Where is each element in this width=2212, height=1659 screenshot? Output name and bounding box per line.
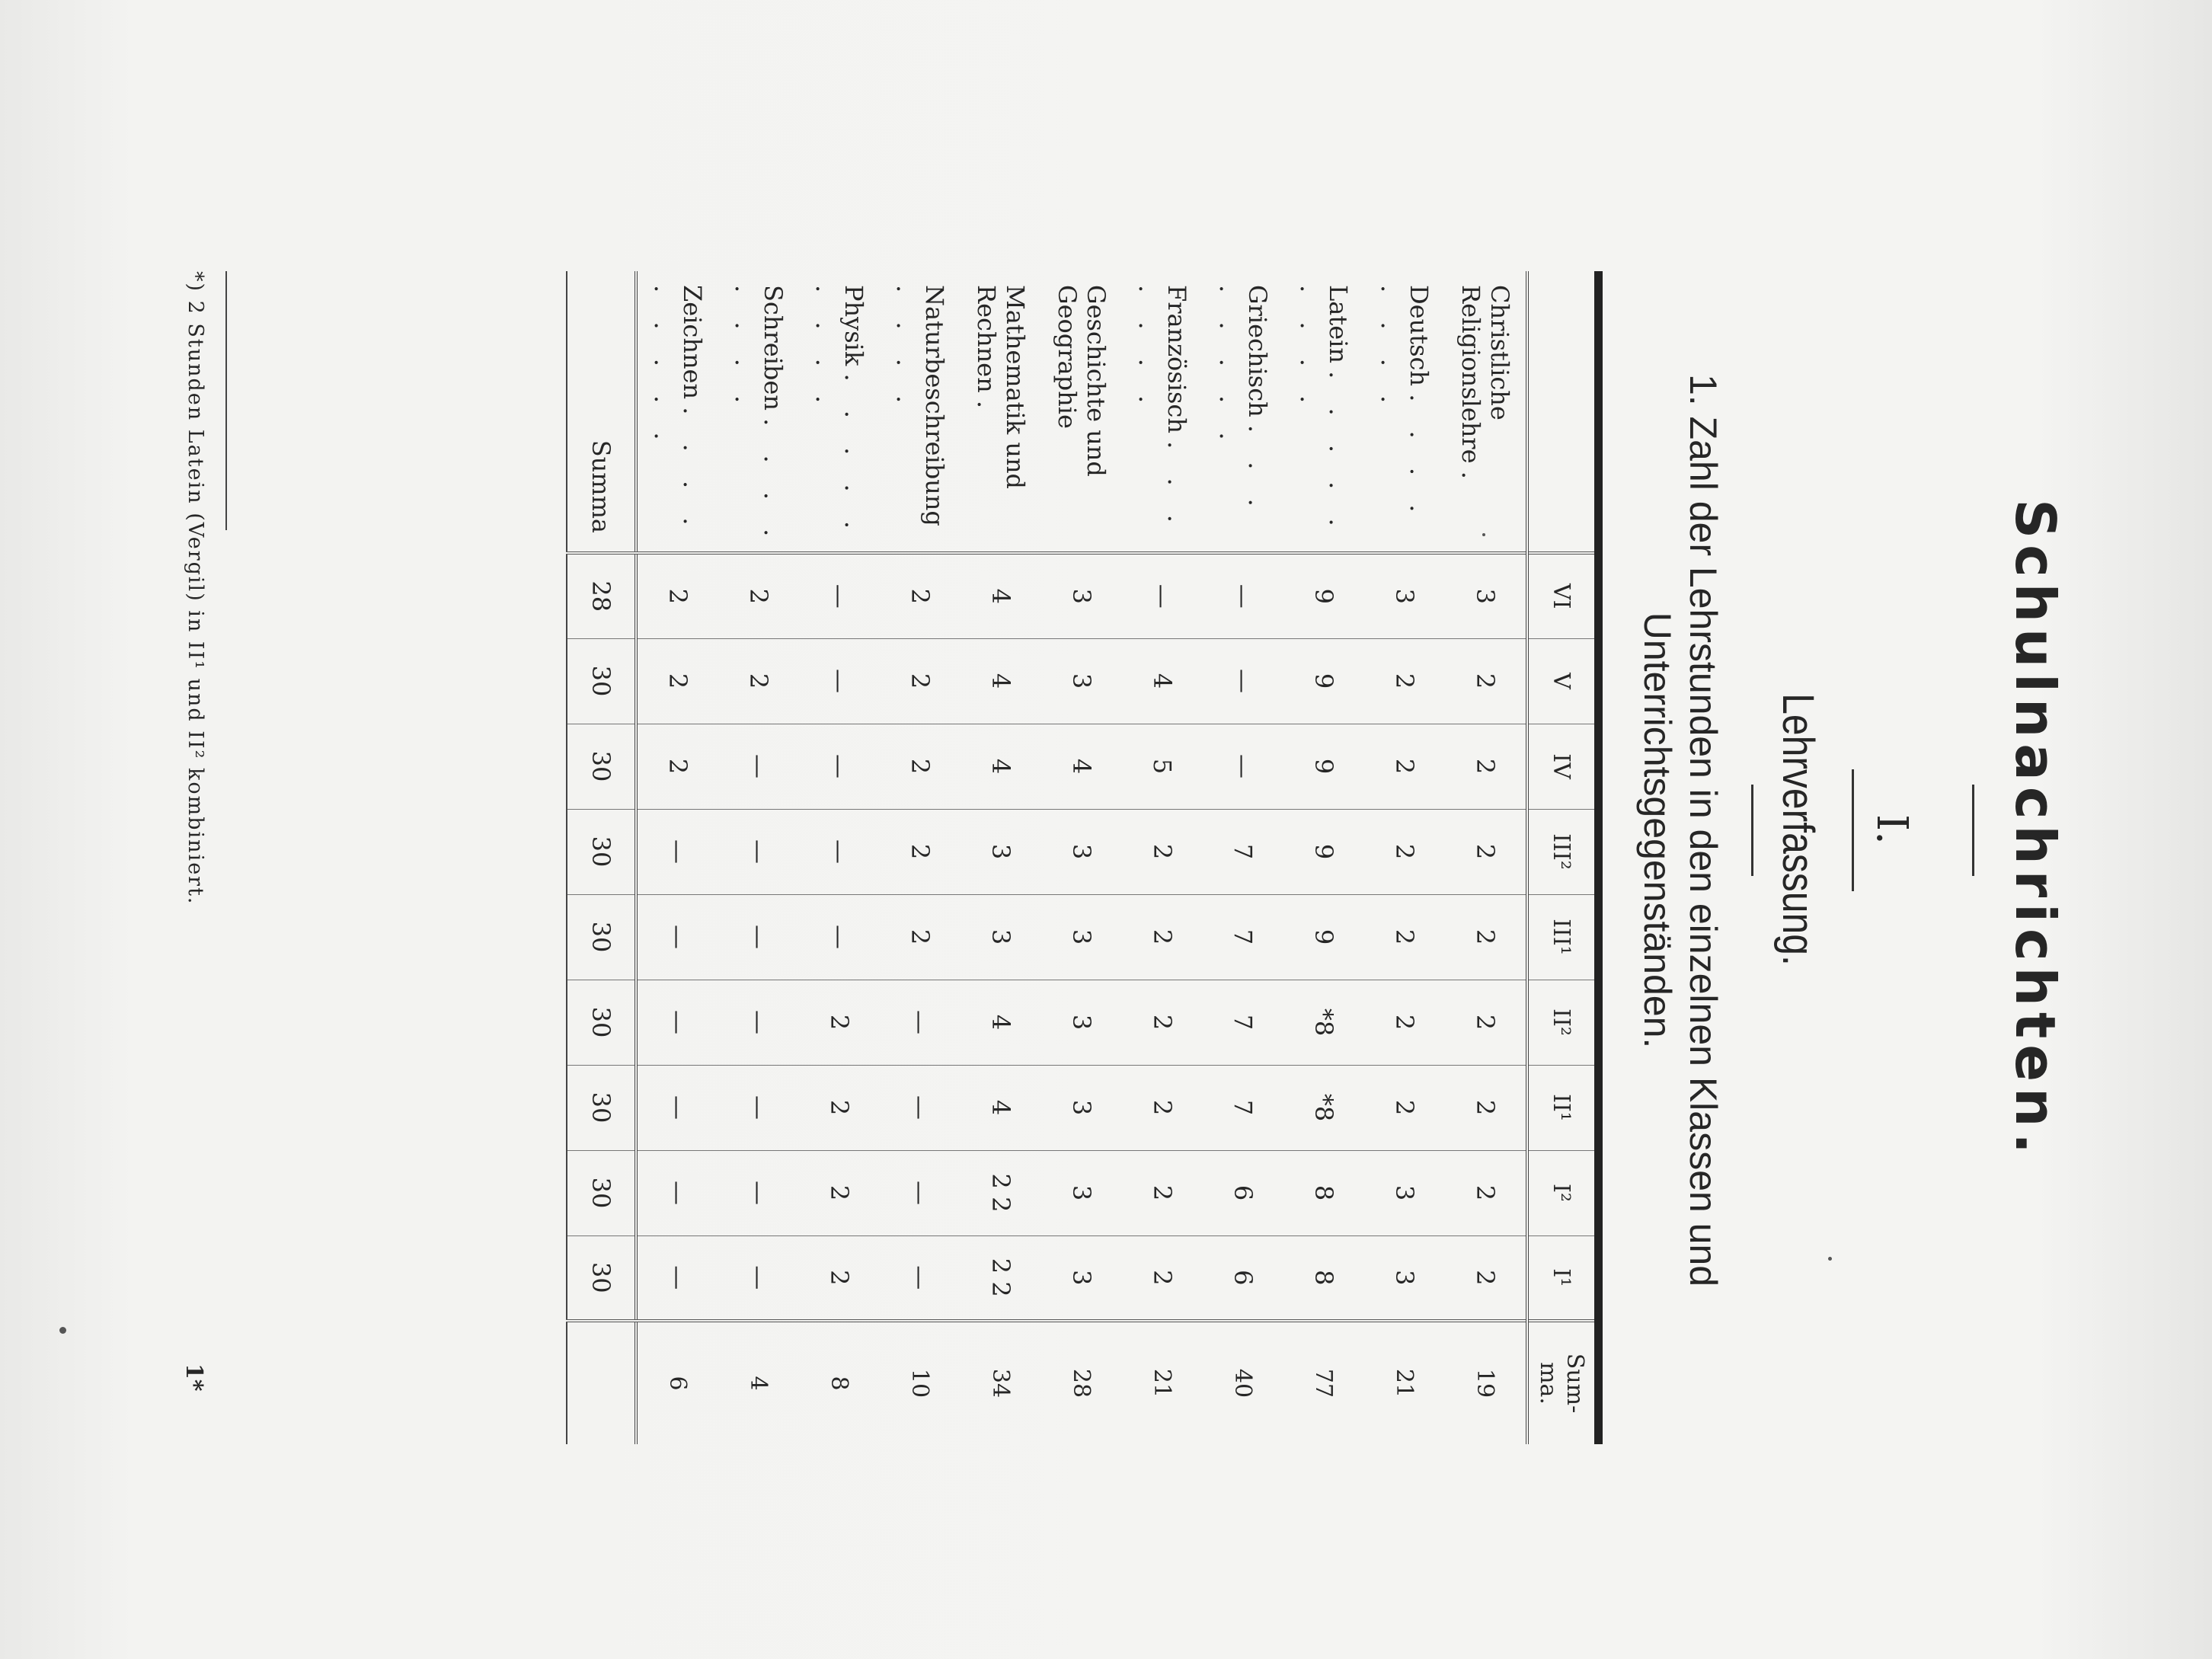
hours-cell: 9 — [1283, 638, 1364, 724]
hours-cell: 7 — [1203, 1065, 1283, 1150]
hours-cell: 2 2 — [961, 1150, 1041, 1235]
hours-cell: — — [880, 980, 961, 1065]
hours-cell: *8 — [1283, 980, 1364, 1065]
hours-cell: — — [799, 724, 880, 809]
footnote-rule — [225, 271, 227, 530]
hours-cell: 2 — [1445, 980, 1527, 1065]
hours-cell: 2 — [1445, 638, 1527, 724]
total-cell: 30 — [567, 1235, 636, 1321]
hours-cell: 3 — [961, 809, 1041, 894]
hours-cell: 8 — [1283, 1235, 1364, 1321]
hours-cell: 2 — [1122, 1150, 1203, 1235]
table-row — [1122, 271, 1203, 1444]
hours-cell: 2 — [880, 724, 961, 809]
hours-cell: 2 — [799, 1150, 880, 1235]
hours-cell: — — [880, 1065, 961, 1150]
hours-cell: 3 — [1041, 809, 1122, 894]
hours-cell: 2 — [1364, 638, 1445, 724]
subject-cell — [799, 271, 880, 553]
hours-cell: 4 — [1041, 724, 1122, 809]
hours-cell: 2 — [880, 553, 961, 638]
total-cell: 30 — [567, 1150, 636, 1235]
hours-cell: 6 — [1203, 1235, 1283, 1321]
hours-cell: 9 — [1283, 553, 1364, 638]
hours-cell: — — [799, 894, 880, 980]
total-cell: 30 — [567, 1065, 636, 1150]
hours-cell: — — [718, 809, 799, 894]
total-cell: 30 — [567, 980, 636, 1065]
dot-leader: . . . . . . . . — [730, 285, 788, 548]
row-sum-cell: 6 — [636, 1321, 718, 1444]
subject-cell — [1122, 271, 1203, 553]
hours-cell: — — [636, 980, 718, 1065]
hours-cell: 6 — [1203, 1150, 1283, 1235]
hours-cell: 2 — [1364, 724, 1445, 809]
hours-cell: 3 — [1364, 553, 1445, 638]
table-row — [636, 271, 718, 1444]
chapter-rule — [1852, 769, 1854, 891]
subject-cell — [1364, 271, 1445, 553]
hours-cell: 2 — [1364, 1065, 1445, 1150]
hours-cell: — — [880, 1235, 961, 1321]
hours-cell: 2 — [1364, 894, 1445, 980]
subject-cell — [1445, 271, 1527, 553]
header-class: V — [1527, 638, 1599, 724]
table-row — [718, 271, 799, 1444]
hours-cell: 2 — [1122, 980, 1203, 1065]
hours-cell: — — [1203, 724, 1283, 809]
hours-cell: 3 — [1364, 1150, 1445, 1235]
hours-cell: 2 — [1445, 1065, 1527, 1150]
header-class: II¹ — [1527, 1065, 1599, 1150]
subject-cell — [718, 271, 799, 553]
subject-cell — [1041, 271, 1122, 553]
dot-leader: . . . . . . . — [1133, 285, 1191, 533]
subject-cell — [880, 271, 961, 553]
lesson-hours-table — [566, 271, 1603, 1444]
dot-leader: . — [1456, 471, 1485, 490]
hours-cell: 3 — [1364, 1235, 1445, 1321]
hours-cell: 5 — [1122, 724, 1203, 809]
row-sum-cell: 10 — [880, 1321, 961, 1444]
hours-cell: 3 — [1041, 1235, 1122, 1321]
header-class: IV — [1527, 724, 1599, 809]
hours-cell: — — [636, 809, 718, 894]
hours-cell: — — [880, 1150, 961, 1235]
page-folio: 1* — [181, 1363, 207, 1392]
dot-leader: . . . . . . . . . — [810, 285, 868, 539]
chapter-number: I. — [1867, 814, 1916, 845]
total-label: Summa — [567, 271, 636, 553]
hours-cell: — — [799, 553, 880, 638]
subject-cell — [636, 271, 718, 553]
hours-cell: — — [718, 1065, 799, 1150]
total-cell: 30 — [567, 638, 636, 724]
row-sum-cell: 21 — [1364, 1321, 1445, 1444]
hours-cell: 4 — [961, 638, 1041, 724]
row-sum-cell: 4 — [718, 1321, 799, 1444]
hours-cell: 2 — [799, 1235, 880, 1321]
hours-cell: — — [718, 1150, 799, 1235]
hours-cell: 9 — [1283, 724, 1364, 809]
hours-cell: 4 — [961, 724, 1041, 809]
row-sum-cell: 19 — [1445, 1321, 1527, 1444]
hours-cell: 4 — [961, 980, 1041, 1065]
dot-leader: . . . . . . . . — [1376, 285, 1434, 523]
table-row — [1203, 271, 1283, 1444]
hours-cell: — — [636, 1235, 718, 1321]
hours-cell: 2 2 — [961, 1235, 1041, 1321]
hours-cell: — — [636, 894, 718, 980]
subject-name: Zeichnen — [678, 285, 707, 400]
hours-cell: — — [799, 638, 880, 724]
hours-cell: — — [1203, 553, 1283, 638]
hours-cell: — — [636, 1065, 718, 1150]
hours-cell: 7 — [1203, 980, 1283, 1065]
hours-cell: 2 — [718, 638, 799, 724]
hours-cell: 2 — [636, 724, 718, 809]
hours-cell: 2 — [1122, 809, 1203, 894]
table-row — [1041, 271, 1122, 1444]
hours-cell: 2 — [1445, 1150, 1527, 1235]
subject-cell — [1203, 271, 1283, 553]
header-class: VI — [1527, 553, 1599, 638]
section-rule — [1751, 785, 1753, 876]
subject-name: Griechisch — [1243, 285, 1272, 417]
subject-cell — [961, 271, 1041, 553]
hours-cell: — — [718, 724, 799, 809]
hours-cell: 3 — [1445, 553, 1527, 638]
page-title: Schulnachrichten. — [2003, 499, 2067, 1160]
row-sum-cell: 40 — [1203, 1321, 1283, 1444]
subject-name: Mathematik und Rechnen — [972, 285, 1030, 490]
hours-cell: 2 — [1122, 1065, 1203, 1150]
subject-name: Französisch — [1162, 285, 1191, 433]
total-cell: 30 — [567, 894, 636, 980]
hours-cell: — — [799, 809, 880, 894]
hours-cell: 3 — [1041, 638, 1122, 724]
hours-cell: 2 — [1364, 809, 1445, 894]
subject-name: Schreiben — [759, 285, 788, 411]
row-sum-cell: 34 — [961, 1321, 1041, 1444]
table-caption-line2: Unterrichtsgegenständen. — [1636, 612, 1679, 1049]
hours-cell: — — [636, 1150, 718, 1235]
hours-cell: 4 — [961, 553, 1041, 638]
title-rule — [1972, 785, 1974, 876]
table-row — [1445, 271, 1527, 1444]
hours-cell: 2 — [1364, 980, 1445, 1065]
total-cell: 30 — [567, 724, 636, 809]
hours-cell: 3 — [1041, 894, 1122, 980]
hours-cell: 4 — [1122, 638, 1203, 724]
table-caption-line1: 1. Zahl der Lehrstunden in den einzelnen Klassen und — [1682, 373, 1725, 1287]
hours-cell: — — [718, 1235, 799, 1321]
hours-cell: 3 — [1041, 1150, 1122, 1235]
header-subject — [1527, 271, 1599, 553]
footnote: *) 2 Stunden Latein (Vergil) in II¹ und II² kombiniert. — [184, 271, 207, 906]
row-sum-cell: 77 — [1283, 1321, 1364, 1444]
dot-leader: . — [972, 400, 1001, 420]
table-row — [799, 271, 880, 1444]
hours-cell: 9 — [1283, 809, 1364, 894]
subject-name: Geschichte und Geographie — [1053, 285, 1111, 477]
hours-cell: 2 — [1445, 809, 1527, 894]
hours-cell: 2 — [1122, 1235, 1203, 1321]
hours-cell: — — [1203, 638, 1283, 724]
hours-cell: 2 — [880, 894, 961, 980]
hours-cell: — — [718, 894, 799, 980]
hours-cell: 8 — [1283, 1150, 1364, 1235]
hours-cell: 3 — [1041, 1065, 1122, 1150]
hours-cell: 2 — [718, 553, 799, 638]
dot-leader: . . . . . . . . . — [1295, 285, 1353, 537]
hours-cell: 2 — [1445, 894, 1527, 980]
hours-cell: 9 — [1283, 894, 1364, 980]
hours-cell: 2 — [799, 980, 880, 1065]
subject-name: Naturbeschreibung — [920, 285, 949, 526]
hours-cell: 3 — [961, 894, 1041, 980]
table-header-row — [1527, 271, 1599, 1444]
row-sum-cell: 21 — [1122, 1321, 1203, 1444]
subject-name: Physik — [839, 285, 868, 366]
header-class: III¹ — [1527, 894, 1599, 980]
header-sum: Sum- ma. — [1527, 1321, 1599, 1444]
dot-leader: . . . . — [891, 285, 920, 414]
header-class: I² — [1527, 1150, 1599, 1235]
hours-cell: 3 — [1041, 553, 1122, 638]
total-sum-empty — [567, 1321, 636, 1444]
subject-name: Deutsch — [1405, 285, 1434, 387]
dot-leader: . . . . . . . . . — [649, 285, 707, 536]
table-row — [880, 271, 961, 1444]
subject-name: Christliche Religionslehre — [1456, 285, 1514, 464]
dot-leader: . . . . . . . . — [1214, 285, 1272, 517]
table-row — [1364, 271, 1445, 1444]
hours-cell: 4 — [961, 1065, 1041, 1150]
header-class: III² — [1527, 809, 1599, 894]
hours-cell: 2 — [1445, 724, 1527, 809]
header-class: II² — [1527, 980, 1599, 1065]
table-row — [961, 271, 1041, 1444]
hours-cell: 2 — [799, 1065, 880, 1150]
row-sum-cell: 28 — [1041, 1321, 1122, 1444]
hours-cell: 2 — [636, 553, 718, 638]
hours-cell: *8 — [1283, 1065, 1364, 1150]
hours-cell: 2 — [880, 809, 961, 894]
total-row — [567, 271, 636, 1444]
hours-cell: 2 — [636, 638, 718, 724]
header-class: I¹ — [1527, 1235, 1599, 1321]
hours-cell: 3 — [1041, 980, 1122, 1065]
total-cell: 30 — [567, 809, 636, 894]
hours-cell: 2 — [1122, 894, 1203, 980]
subject-cell — [1283, 271, 1364, 553]
row-sum-cell: 8 — [799, 1321, 880, 1444]
table-row — [1283, 271, 1364, 1444]
hours-cell: — — [1122, 553, 1203, 638]
section-heading: Lehrverfassung. — [1773, 693, 1823, 966]
hours-cell: 7 — [1203, 894, 1283, 980]
hours-cell: 2 — [1445, 1235, 1527, 1321]
hours-cell: 2 — [880, 638, 961, 724]
total-cell: 28 — [567, 553, 636, 638]
subject-name: Latein — [1324, 285, 1353, 363]
hours-cell: 7 — [1203, 809, 1283, 894]
hours-cell: — — [718, 980, 799, 1065]
